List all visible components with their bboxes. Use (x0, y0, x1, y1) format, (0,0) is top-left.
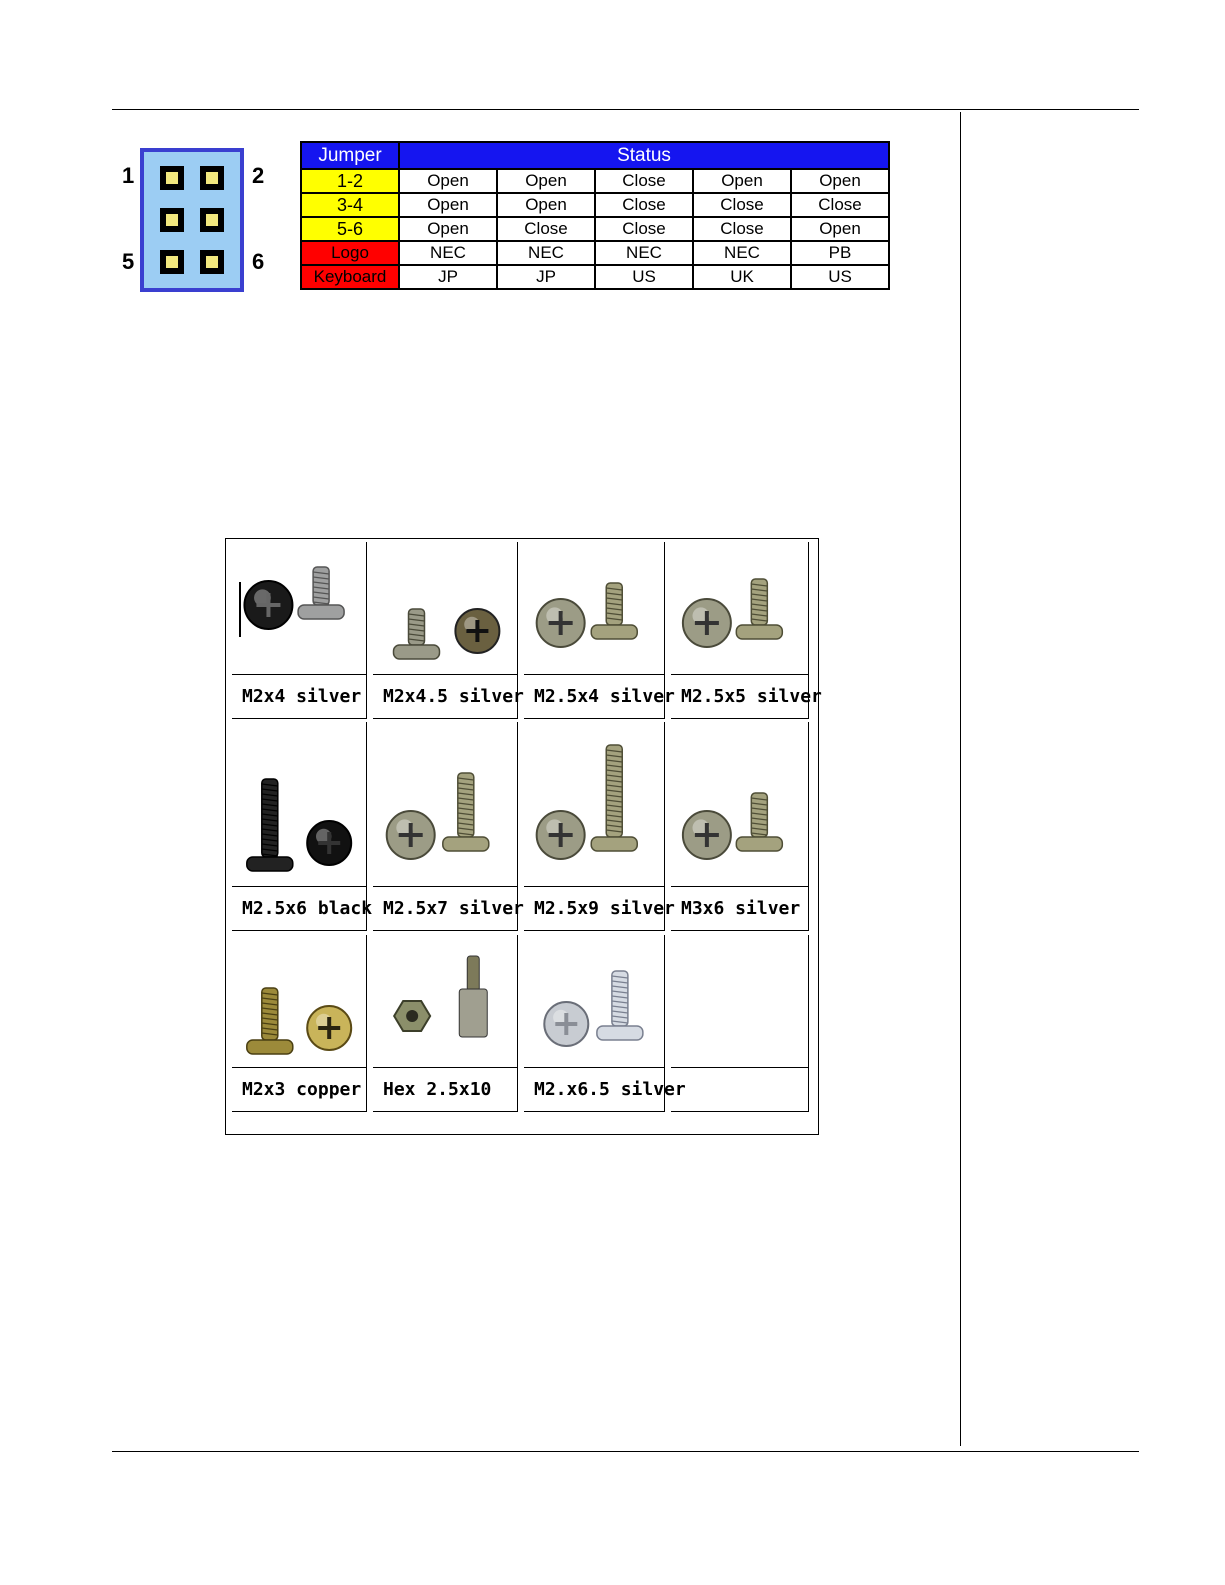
row-label: Logo (301, 241, 399, 265)
status-cell: NEC (693, 241, 791, 265)
table-header-row (301, 142, 889, 169)
screw-pair-silver-icon (232, 542, 367, 675)
screw-photo (671, 935, 809, 1068)
bottom-rule (112, 1451, 1139, 1452)
status-cell: Open (693, 169, 791, 193)
screw-photo (373, 935, 518, 1068)
jumper-block (140, 148, 244, 292)
status-cell: UK (693, 265, 791, 289)
status-cell: Open (497, 193, 595, 217)
pin-icon (160, 166, 184, 190)
screw-photo (524, 722, 665, 887)
pin-icon (200, 208, 224, 232)
status-cell: US (791, 265, 889, 289)
screw-label: Hex 2.5x10 (373, 1068, 518, 1112)
pin-label-6: 6 (252, 249, 265, 274)
status-cell: Open (399, 193, 497, 217)
status-cell: Close (595, 169, 693, 193)
screw-photo (373, 542, 518, 675)
hex-standoff-icon (373, 935, 518, 1068)
screw-label: M2x4 silver (232, 675, 367, 719)
row-label: 1-2 (301, 169, 399, 193)
screw-photo (232, 722, 367, 887)
screw-photo (671, 542, 809, 675)
table-row (301, 217, 889, 241)
status-cell: Close (595, 217, 693, 241)
screw-pair-silver-icon (524, 542, 665, 675)
screw-pair-silver-icon (373, 542, 518, 675)
pin-icon (200, 166, 224, 190)
screw-photo (524, 542, 665, 675)
screw-label: M2x4.5 silver (373, 675, 518, 719)
row-label: 3-4 (301, 193, 399, 217)
screw-pair-silver-icon (671, 722, 809, 887)
status-cell: Close (791, 193, 889, 217)
status-cell: Open (399, 169, 497, 193)
screw-kit-grid (225, 538, 822, 1135)
status-cell: Close (693, 193, 791, 217)
screw-photo (524, 935, 665, 1068)
margin-rule (960, 112, 961, 1446)
screw-label: M2.5x5 silver (671, 675, 809, 719)
status-cell: JP (399, 265, 497, 289)
screw-pair-silver-icon (524, 722, 665, 887)
screw-pair-silver-icon (671, 542, 809, 675)
jumper-header-diagram (118, 146, 278, 300)
top-rule (112, 109, 1139, 110)
header-jumper: Jumper (301, 142, 399, 169)
pin-icon (160, 250, 184, 274)
header-status: Status (399, 142, 889, 169)
row-label: 5-6 (301, 217, 399, 241)
status-cell: PB (791, 241, 889, 265)
screw-label: M2.5x9 silver (524, 887, 665, 931)
pin-label-5: 5 (122, 249, 135, 274)
screw-photo (373, 722, 518, 887)
status-cell: NEC (399, 241, 497, 265)
screw-pair-silver-icon (373, 722, 518, 887)
screw-label: M3x6 silver (671, 887, 809, 931)
row-label: Keyboard (301, 265, 399, 289)
status-cell: JP (497, 265, 595, 289)
pin-icon (200, 250, 224, 274)
screw-pair-black-icon (232, 722, 367, 887)
status-cell: NEC (595, 241, 693, 265)
table-row (301, 241, 889, 265)
pin-label-2: 2 (252, 163, 265, 188)
table-row (301, 265, 889, 289)
status-cell: NEC (497, 241, 595, 265)
pin-label-1: 1 (122, 163, 135, 188)
screw-pair-bright-icon (524, 935, 665, 1068)
jumper-status-table (300, 141, 890, 290)
status-cell: Close (497, 217, 595, 241)
table-row (301, 169, 889, 193)
status-cell: Open (497, 169, 595, 193)
status-cell: Open (791, 169, 889, 193)
status-cell: Open (791, 217, 889, 241)
status-cell: Close (595, 193, 693, 217)
status-cell: Open (399, 217, 497, 241)
screw-label (671, 1068, 809, 1112)
status-cell: Close (693, 217, 791, 241)
pin-icon (160, 208, 184, 232)
status-cell: US (595, 265, 693, 289)
screw-pair-copper-icon (232, 935, 367, 1068)
screw-label: M2.5x7 silver (373, 887, 518, 931)
screw-label: M2.5x6 black (232, 887, 367, 931)
screw-photo (232, 542, 367, 675)
screw-photo (232, 935, 367, 1068)
table-row (301, 193, 889, 217)
screw-label: M2.x6.5 silver (524, 1068, 665, 1112)
screw-photo (671, 722, 809, 887)
screw-label: M2x3 copper (232, 1068, 367, 1112)
screw-label: M2.5x4 silver (524, 675, 665, 719)
